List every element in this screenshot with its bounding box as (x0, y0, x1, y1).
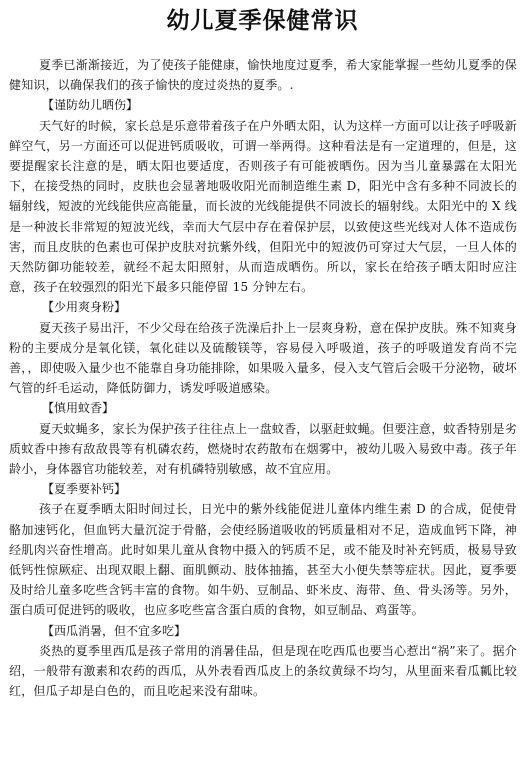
section-body-sunburn: 天气好的时候，家长总是乐意带着孩子在户外晒太阳，认为这样一方面可以让孩子呼吸新鲜空气，另一方面还可以促进钙质吸收，可谓一举两得。这种看法是有一定道理的，但是，这要提醒家长注意的是，晒太阳也要适度，否则孩子有可能被晒伤。因为当儿童暴露在太阳光下，在接受热的同时，皮肤也会显著地吸收阳光而制造维生素 D，阳光中含有多种不同波长的辐射线，短波的光线能供应高能量，而长波的光线能提供不同波长的辐射线。太阳光中的 X 线是一种波长非常短的短波光线，幸而大气层中存在着保护层，以致使这些光线对人体不造成伤害，而且皮肤的色素也可保护皮肤对抗紫外线，但阳光中的短波仍可穿过大气层，一旦人体的天然防御功能较差，就经不起太阳照射，从而造成晒伤。所以，家长在给孩子晒太阳时应注意，孩子在较强烈的阳光下最多只能停留 15 分钟左右。 (9, 118, 517, 295)
document-title: 幼儿夏季保健常识 (166, 8, 359, 34)
section-heading-powder: 【少用爽身粉】 (42, 300, 127, 315)
section-heading-calcium: 【夏季要补钙】 (42, 482, 127, 497)
section-body-powder: 夏天孩子易出汗，不少父母在给孩子洗澡后扑上一层爽身粉，意在保护皮肤。殊不知爽身粉的主要成分是氧化镁，氧化硅以及硫酸镁等，容易侵入呼吸道，孩子的呼吸道发育尚不完善，，即使吸入量少也不能靠自身功能排除，如果吸入量多，侵入支气管后会吸干分泌物，破坏气管的纤毛运动，降低防御力，诱发呼吸道感染。 (9, 320, 517, 396)
section-body-calcium: 孩子在夏季晒太阳时间过长，日光中的紫外线能促进儿童体内维生素 D 的合成，促使骨骼加速钙化，但血钙大量沉淀于骨骼，会使经肠道吸收的钙质量相对不足，造成血钙下降，神经肌肉兴奋性增高。此时如果儿童从食物中摄入的钙质不足，或不能及时补充钙质，极易导致低钙性惊厥症、出现双眼上翻、面肌颤动、肢体抽搐，甚至大小便失禁等症状。因此，夏季要及时给儿童多吃些含钙丰富的食物。如牛奶、豆制品、虾米皮、海带、鱼、骨头汤等。另外，蛋白质可促进钙的吸收，也应多吃些富含蛋白质的食物，如豆制品、鸡蛋等。 (9, 502, 517, 618)
document-body (9, 55, 517, 702)
intro-paragraph: 夏季已渐渐接近，为了使孩子能健康，愉快地度过夏季，希大家能掌握一些幼儿夏季的保健知识，以确保我们的孩子愉快的度过炎热的夏季。. (9, 58, 517, 93)
section-body-watermelon: 炎热的夏季里西瓜是孩子常用的消暑佳品，但是现在吃西瓜也要当心惹出“祸”来了。据介绍，一般带有激素和农药的西瓜，从外表看西瓜皮上的条纹黄绿不均匀，从里面来看瓜瓤比较红，但瓜子却是白色的，而且吃起来没有甜味。 (9, 643, 517, 699)
section-heading-watermelon: 【西瓜消暑，但不宜多吃】 (42, 623, 187, 638)
section-body-mosquito-coil: 夏天蚊蝇多，家长为保护孩子往往点上一盘蚊香，以驱赶蚊蝇。但要注意，蚊香特别是劣质蚊香中掺有敌敌畏等有机磷农药，燃烧时农药散布在烟雾中，被幼儿吸入易致中毒。孩子年龄小，身体器官功能较差，对有机磷特别敏感，故不宜应用。 (9, 421, 517, 477)
section-heading-sunburn: 【谨防幼儿晒伤】 (42, 98, 139, 113)
section-heading-mosquito-coil: 【慎用蚊香】 (42, 401, 115, 416)
